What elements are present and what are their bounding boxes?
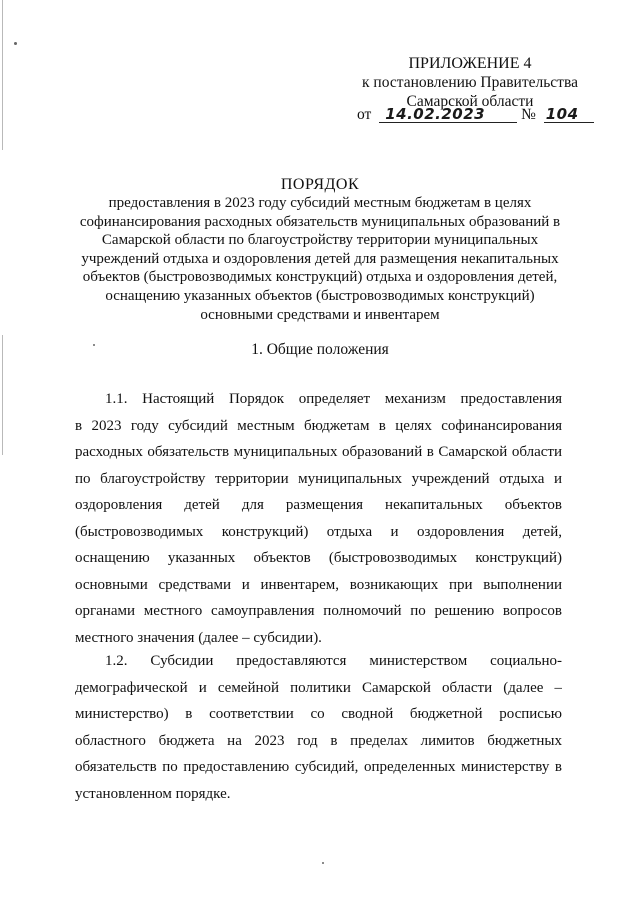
paragraph-line: областного бюджета на 2023 год в пределах лимитов бюджетных [75,732,562,749]
paragraph-1-1 [75,386,562,651]
paragraph-line: демографической и семейной политики Самарской области (далее – [75,679,562,696]
scan-speck [14,42,17,45]
paragraph-line: органами местного самоуправления полномочий по решению вопросов [75,603,562,619]
handwritten-number: 104 [544,106,594,123]
paragraph-line: (быстровозводимых конструкций) отдыха и оздоровления детей, [75,523,562,540]
resolution-date-number [357,106,587,124]
appendix-line-region: Самарской области [406,93,534,110]
paragraph-line: 1.2. Субсидии предоставляются министерством социально- [105,653,562,669]
paragraph-line: в 2023 году субсидий местным бюджетам в целях софинансирования [75,417,562,434]
paragraph-line: министерство) в соответствии со сводной бюджетной росписью [75,706,562,722]
paragraph-line: обязательств по предоставлению субсидий, определенных министерству в [75,759,562,775]
subtitle-line: основными средствами и инвентарем [200,306,440,323]
section-heading: 1. Общие положения [251,341,389,358]
scan-edge-line [2,0,3,150]
number-prefix: № [521,106,536,123]
scan-edge-line [2,335,3,455]
document-subtitle [60,194,580,324]
paragraph-line: оздоровления детей для размещения некапитальных объектов [75,497,562,513]
paragraph-line: 1.1. Настоящий Порядок определяет механизм предоставления [105,391,562,407]
subtitle-line: оснащению указанных объектов (быстровозводимых конструкций) [105,287,535,304]
appendix-line-resolution: к постановлению Правительства [362,74,578,91]
date-prefix: от [357,106,372,123]
paragraph-line: оснащению указанных объектов (быстровозводимых конструкций) [75,550,562,566]
handwritten-date: 14.02.2023 [379,106,517,123]
paragraph-line: установленном порядке. [75,785,231,802]
subtitle-line: софинансирования расходных обязательств муниципальных образований в [79,213,561,230]
document-title: ПОРЯДОК [280,176,360,193]
subtitle-line: объектов (быстровозводимых конструкций) отдыха и оздоровления детей, [82,269,558,286]
paragraph-line: местного значения (далее – субсидии). [75,629,322,646]
paragraph-1-2 [75,648,562,807]
appendix-title: ПРИЛОЖЕНИЕ 4 [408,55,532,72]
scan-speck [322,862,324,864]
paragraph-line: расходных обязательств муниципальных образований в Самарской области [75,444,562,460]
paragraph-line: основными средствами и инвентарем, возникающих при выполнении [75,576,562,593]
subtitle-line: Самарской области по благоустройству территории муниципальных [101,232,539,249]
appendix-header [360,54,580,111]
subtitle-line: предоставления в 2023 году субсидий местным бюджетам в целях [108,195,532,211]
paragraph-line: по благоустройству территории муниципальных учреждений отдыха и [75,470,562,487]
subtitle-line: учреждений отдыха и оздоровления детей для размещения некапитальных [81,250,559,267]
